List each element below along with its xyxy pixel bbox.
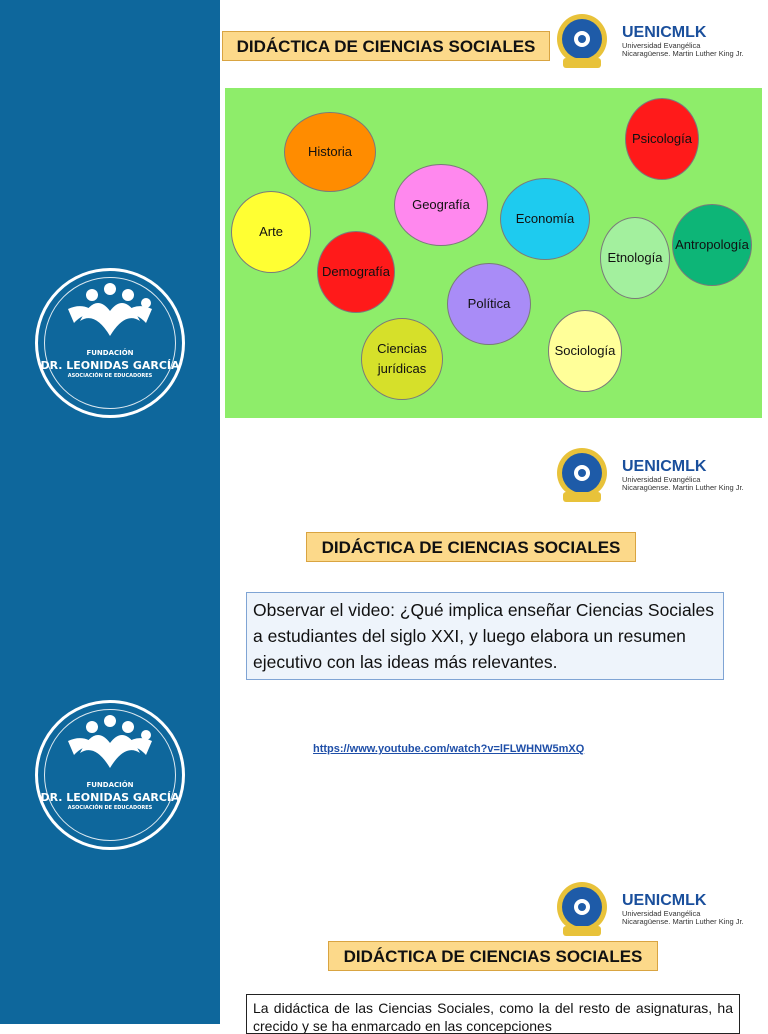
university-sub2: Nicaragüense. Martin Luther King Jr.: [622, 917, 744, 926]
discipline-label: Geografía: [412, 197, 470, 212]
people-icon: [60, 281, 160, 351]
university-name: UENICMLK: [622, 24, 707, 41]
discipline-bubble: [361, 318, 443, 400]
discipline-label: Antropología: [675, 237, 749, 252]
discipline-bubble: [625, 98, 699, 180]
university-sub2: Nicaragüense. Martin Luther King Jr.: [622, 49, 744, 58]
sidebar: [0, 0, 220, 1024]
university-sub1: Universidad Evangélica: [622, 475, 701, 484]
university-seal-icon: [555, 880, 609, 940]
foundation-line3: ASOCIACIÓN DE EDUCADORES: [67, 373, 153, 379]
video-link[interactable]: https://www.youtube.com/watch?v=lFLWHNW5mXQ: [313, 743, 585, 755]
foundation-logo: [35, 700, 185, 850]
discipline-bubble: [447, 263, 531, 345]
discipline-label: Demografía: [322, 264, 390, 279]
discipline-label: Ciencias jurídicas: [377, 341, 427, 376]
foundation-line1: FUNDACIÓN: [86, 781, 134, 789]
discipline-bubble: [548, 310, 622, 392]
discipline-bubble: [672, 204, 752, 286]
discipline-bubble: [500, 178, 590, 260]
discipline-label: Arte: [259, 224, 283, 239]
discipline-label: Etnología: [607, 250, 663, 265]
university-name: UENICMLK: [622, 892, 707, 909]
discipline-bubble: [317, 231, 395, 313]
foundation-line2: DR. LEONIDAS GARCÍA: [40, 791, 180, 804]
university-name: UENICMLK: [622, 458, 707, 475]
discipline-label: Historia: [307, 144, 353, 159]
university-sub2: Nicaragüense. Martin Luther King Jr.: [622, 483, 744, 492]
slide-title: DIDÁCTICA DE CIENCIAS SOCIALES: [306, 532, 636, 562]
foundation-line3: ASOCIACIÓN DE EDUCADORES: [67, 805, 153, 811]
discipline-label: Sociología: [554, 343, 616, 358]
foundation-line2: DR. LEONIDAS GARCÍA: [40, 359, 180, 372]
discipline-label: Economía: [515, 211, 575, 226]
slide-title: DIDÁCTICA DE CIENCIAS SOCIALES: [328, 941, 658, 971]
university-seal-icon: [555, 446, 609, 506]
university-sub1: Universidad Evangélica: [622, 41, 701, 50]
foundation-logo: [35, 268, 185, 418]
video-prompt: Observar el video: ¿Qué implica enseñar Ciencias Sociales a estudiantes del siglo XXI, y luego elabora un resumen ejecutivo con las ideas más relevantes.: [246, 592, 724, 680]
discipline-label: Psicología: [632, 131, 692, 146]
discipline-bubble: [600, 217, 670, 299]
foundation-line1: FUNDACIÓN: [86, 349, 134, 357]
discipline-bubble: [231, 191, 311, 273]
discipline-bubble: [284, 112, 376, 192]
intro-paragraph: La didáctica de las Ciencias Sociales, como la del resto de asignaturas, ha crecido y se ha enmarcado en las concepciones: [246, 994, 740, 1034]
slide-title: DIDÁCTICA DE CIENCIAS SOCIALES: [222, 31, 550, 61]
university-sub1: Universidad Evangélica: [622, 909, 701, 918]
people-icon: [60, 713, 160, 783]
discipline-bubble: [394, 164, 488, 246]
university-seal-icon: [555, 12, 609, 72]
discipline-label: Política: [467, 296, 511, 311]
